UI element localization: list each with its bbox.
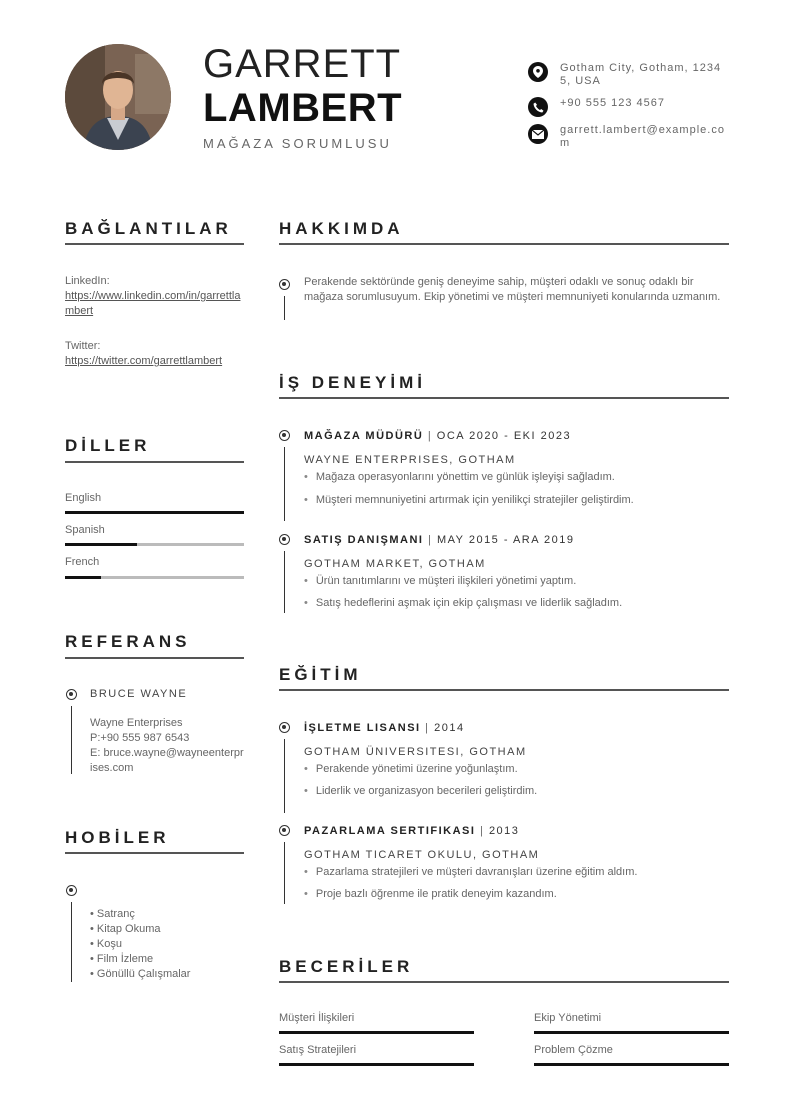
timeline-dot-icon [66, 689, 77, 700]
location-pin-icon [528, 62, 548, 82]
education-school: GOTHAM TICARET OKULU, GOTHAM [304, 849, 540, 861]
hobby-item: • Gönüllü Çalışmalar [90, 968, 191, 980]
skill-bar [534, 1031, 729, 1034]
timeline-dot-icon [66, 885, 77, 896]
education-school: GOTHAM ÜNIVERSITESI, GOTHAM [304, 746, 527, 758]
contact-address [528, 62, 728, 88]
education-title-line: İŞLETME LISANSI | 2014 [304, 722, 465, 734]
timeline-line [71, 902, 72, 982]
envelope-icon [528, 124, 548, 144]
skill-label: Müşteri İlişkileri [279, 1012, 355, 1024]
job-title-line: MAĞAZA MÜDÜRÜ | OCA 2020 - EKI 2023 [304, 430, 572, 442]
phone-icon [528, 97, 548, 117]
linkedin-block [65, 274, 245, 319]
job-dates: OCA 2020 - EKI 2023 [436, 430, 572, 442]
address-text: Gotham City, Gotham, 12345, USA [560, 62, 722, 87]
skills-heading: BECERİLER [279, 957, 414, 976]
profile-photo [65, 44, 171, 150]
email-text: garrett.lambert@example.com [560, 124, 725, 149]
links-heading-rule [65, 243, 244, 245]
hobby-item: • Satranç [90, 908, 135, 920]
experience-heading: İŞ DENEYİMİ [279, 373, 426, 392]
hobby-item: • Film İzleme [90, 953, 154, 965]
language-label: French [65, 556, 100, 568]
job-role: MAĞAZA SORUMLUSU [203, 136, 392, 151]
timeline-dot-icon [279, 430, 290, 441]
education-bullet: • Liderlik ve organizasyon becerileri geliştirdim. [304, 785, 537, 797]
reference-phone: P:+90 555 987 6543 [90, 732, 190, 744]
timeline-dot-icon [279, 825, 290, 836]
references-heading: REFERANS [65, 632, 191, 651]
job-bullet: • Ürün tanıtımlarını ve müşteri ilişkileri yönetimi yaptım. [304, 575, 576, 587]
education-bullet: • Pazarlama stratejileri ve müşteri davranışları üzerine eğitim aldım. [304, 866, 637, 878]
languages-heading-rule [65, 461, 244, 463]
skill-label: Problem Çözme [534, 1044, 613, 1056]
hobby-item: • Koşu [90, 938, 122, 950]
hobby-item: • Kitap Okuma [90, 923, 161, 935]
about-heading: HAKKIMDA [279, 219, 404, 238]
skill-bar [279, 1063, 474, 1066]
education-title-line: PAZARLAMA SERTIFIKASI | 2013 [304, 825, 520, 837]
timeline-line [284, 739, 285, 813]
job-title: SATIŞ DANIŞMANI [304, 534, 424, 546]
last-name: LAMBERT [203, 86, 403, 130]
twitter-link[interactable]: https://twitter.com/garrettlambert [65, 355, 223, 367]
skill-label: Satış Stratejileri [279, 1044, 357, 1056]
timeline-line [284, 842, 285, 904]
reference-company: Wayne Enterprises [90, 717, 183, 729]
timeline-line [284, 551, 285, 613]
job-dates: MAY 2015 - ARA 2019 [436, 534, 575, 546]
timeline-dot-icon [279, 722, 290, 733]
language-label: Spanish [65, 524, 105, 536]
reference-email: E: bruce.wayne@wayneenterprises.com [90, 747, 244, 774]
hobbies-heading-rule [65, 852, 244, 854]
hobby-list [90, 907, 190, 982]
skill-bar [279, 1031, 474, 1034]
twitter-label: Twitter: [65, 340, 101, 352]
education-title: PAZARLAMA SERTIFIKASI [304, 825, 476, 837]
education-dates: 2013 [488, 825, 520, 837]
language-bar-fill [65, 576, 101, 579]
hobbies-heading: HOBİLER [65, 828, 170, 847]
language-bar [65, 576, 244, 579]
reference-info [90, 716, 246, 776]
education-heading-rule [279, 689, 729, 691]
skill-label: Ekip Yönetimi [534, 1012, 602, 1024]
education-bullet: • Perakende yönetimi üzerine yoğunlaştım. [304, 763, 518, 775]
timeline-line [71, 706, 72, 774]
skill-bar [534, 1063, 729, 1066]
contact-phone [528, 97, 728, 117]
phone-text: +90 555 123 4567 [560, 97, 666, 109]
language-bar [65, 511, 244, 514]
first-name: GARRETT [203, 42, 402, 86]
references-heading-rule [65, 657, 244, 659]
language-label: English [65, 492, 102, 504]
language-bar [65, 543, 244, 546]
contact-email [528, 124, 728, 150]
about-text: Perakende sektöründe geniş deneyime sahip, müşteri odaklı ve sonuç odaklı bir mağaza sorumlusuyum. Ekip yönetimi ve müşteri memnuniyeti konularında uzmanım. [304, 276, 721, 303]
languages-heading: DİLLER [65, 436, 151, 455]
job-title: MAĞAZA MÜDÜRÜ [304, 430, 424, 442]
links-heading: BAĞLANTILAR [65, 219, 232, 238]
language-bar-fill [65, 543, 137, 546]
job-company: GOTHAM MARKET, GOTHAM [304, 558, 486, 570]
job-company: WAYNE ENTERPRISES, GOTHAM [304, 454, 516, 466]
job-bullet: • Satış hedeflerini aşmak için ekip çalışması ve liderlik sağladım. [304, 597, 622, 609]
education-bullet: • Proje bazlı öğrenme ile pratik deneyim kazandım. [304, 888, 557, 900]
job-bullet: • Mağaza operasyonlarını yönettim ve günlük işleyişi sağladım. [304, 471, 615, 483]
education-dates: 2014 [434, 722, 465, 734]
job-bullet: • Müşteri memnuniyetini artırmak için yenilikçi stratejiler geliştirdim. [304, 494, 634, 506]
reference-name: BRUCE WAYNE [90, 688, 188, 700]
linkedin-label: LinkedIn: [65, 275, 110, 287]
education-heading: EĞİTİM [279, 665, 362, 684]
timeline-line [284, 296, 285, 320]
timeline-dot-icon [279, 279, 290, 290]
skills-heading-rule [279, 981, 729, 983]
education-title: İŞLETME LISANSI [304, 722, 421, 734]
about-heading-rule [279, 243, 729, 245]
language-bar-fill [65, 511, 244, 514]
timeline-line [284, 447, 285, 521]
experience-heading-rule [279, 397, 729, 399]
twitter-block [65, 339, 245, 369]
job-title-line: SATIŞ DANIŞMANI | MAY 2015 - ARA 2019 [304, 534, 575, 546]
linkedin-link[interactable]: https://www.linkedin.com/in/garrettlambert [65, 290, 241, 317]
timeline-dot-icon [279, 534, 290, 545]
